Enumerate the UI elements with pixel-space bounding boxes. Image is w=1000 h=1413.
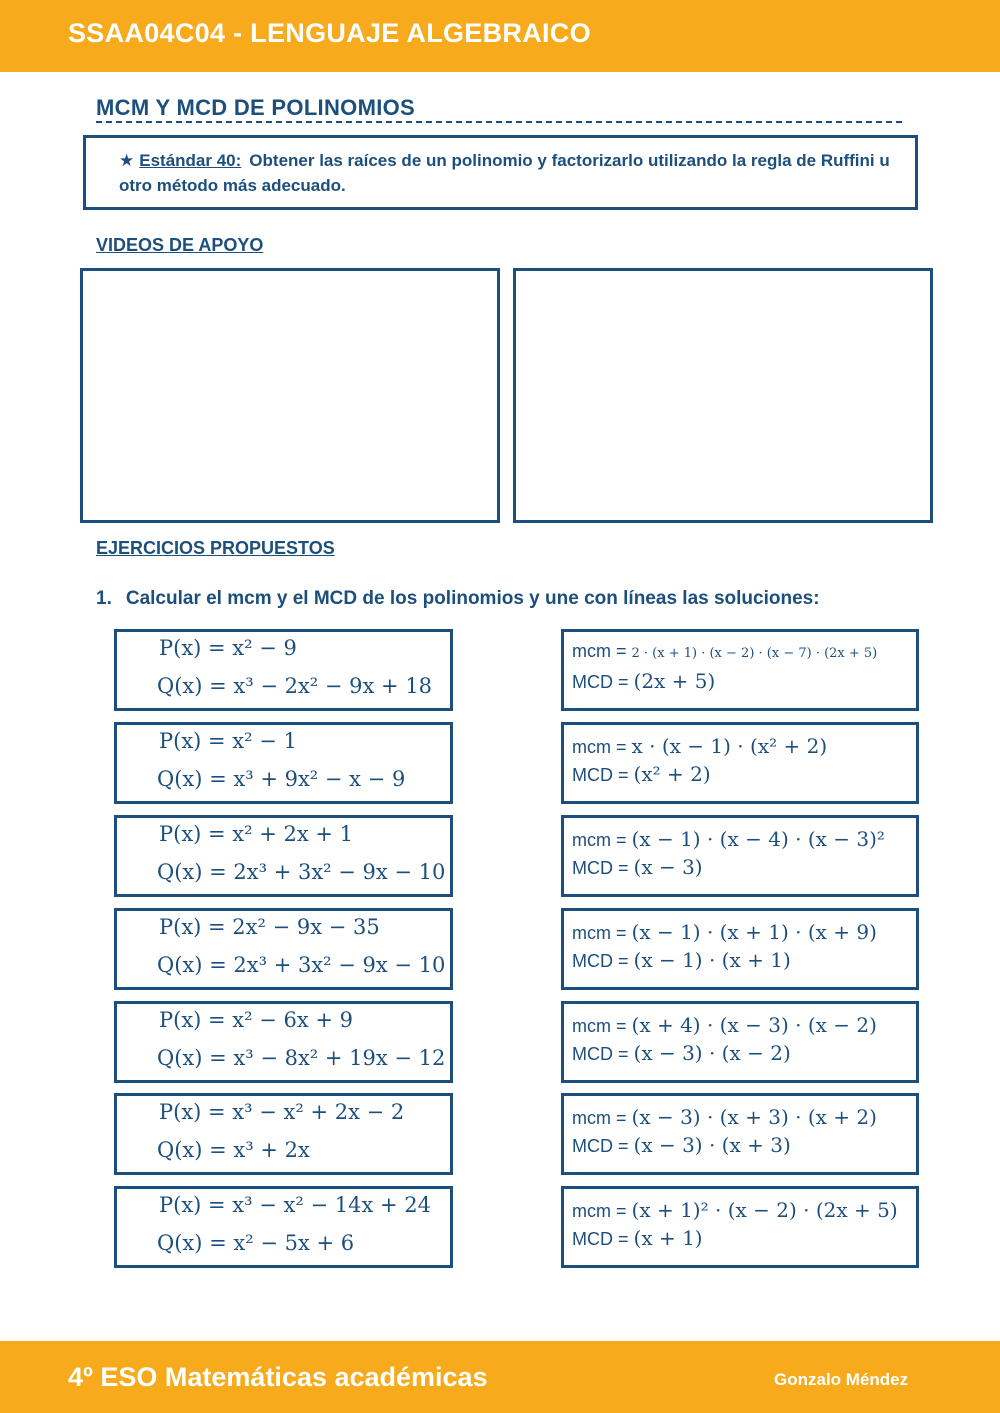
exercises-title: EJERCICIOS PROPUESTOS <box>96 538 335 558</box>
mcd-line <box>572 1226 703 1250</box>
mcd-label: MCD = <box>572 951 634 971</box>
polynomial-p: P(x) = x² − 1 <box>159 729 297 753</box>
polynomial-pair-2[interactable] <box>114 722 453 804</box>
star-icon: ★ <box>119 151 135 170</box>
polynomial-pair-4[interactable] <box>114 908 453 990</box>
mcm-line <box>572 1198 898 1222</box>
polynomial-q: Q(x) = 2x³ + 3x² − 9x − 10 <box>157 860 446 884</box>
footer-course: 4º ESO Matemáticas académicas <box>68 1362 488 1392</box>
mcm-line <box>572 1105 877 1129</box>
polynomial-p: P(x) = x² − 9 <box>159 636 297 660</box>
solution-box-6[interactable] <box>561 1093 919 1175</box>
mcm-value: (x + 1)² · (x − 2) · (2x + 5) <box>631 1198 898 1222</box>
footer-author: Gonzalo Méndez <box>774 1370 909 1389</box>
mcd-value: (x − 3) <box>633 855 703 879</box>
mcd-label: MCD = <box>572 1229 634 1249</box>
exercise-text: Calcular el mcm y el MCD de los polinomios y une con líneas las soluciones: <box>125 588 820 609</box>
mcd-line <box>572 948 791 972</box>
mcd-line <box>572 762 711 786</box>
standard-description: Obtener las raíces de un polinomio y factorizarlo utilizando la regla de Ruffini u otro método más adecuado. <box>119 151 890 195</box>
video-frame-2[interactable] <box>513 268 933 523</box>
mcm-value: (x − 1) · (x − 4) · (x − 3)² <box>631 827 885 851</box>
solution-box-1[interactable] <box>561 629 919 711</box>
polynomial-q: Q(x) = x³ − 8x² + 19x − 12 <box>157 1046 446 1070</box>
mcd-value: (x − 3) · (x + 3) <box>633 1133 791 1157</box>
dashed-divider <box>96 121 902 123</box>
polynomial-pair-7[interactable] <box>114 1186 453 1268</box>
exercise-number: 1. <box>96 588 112 609</box>
mcd-line <box>572 1041 791 1065</box>
polynomial-pair-3[interactable] <box>114 815 453 897</box>
solution-box-2[interactable] <box>561 722 919 804</box>
mcm-value: (x + 4) · (x − 3) · (x − 2) <box>631 1013 877 1037</box>
polynomial-q: Q(x) = 2x³ + 3x² − 9x − 10 <box>157 953 446 977</box>
solution-box-7[interactable] <box>561 1186 919 1268</box>
mcm-line <box>572 641 877 662</box>
polynomial-p: P(x) = x³ − x² + 2x − 2 <box>159 1100 405 1124</box>
polynomial-pair-1[interactable] <box>114 629 453 711</box>
mcd-label: MCD = <box>572 1136 634 1156</box>
mcm-label: mcm = <box>572 923 632 943</box>
mcm-label: mcm = <box>572 1108 632 1128</box>
mcm-label: mcm = <box>572 1016 632 1036</box>
videos-title: VIDEOS DE APOYO <box>96 235 264 255</box>
polynomial-p: P(x) = x² − 6x + 9 <box>159 1008 354 1032</box>
video-frame-1[interactable] <box>80 268 500 523</box>
mcm-value: (x − 1) · (x + 1) · (x + 9) <box>631 920 877 944</box>
mcm-label: mcm = <box>572 1201 632 1221</box>
mcd-label: MCD = <box>572 672 634 692</box>
section-title: MCM Y MCD DE POLINOMIOS <box>96 95 415 120</box>
polynomial-q: Q(x) = x² − 5x + 6 <box>157 1231 355 1255</box>
polynomial-p: P(x) = 2x² − 9x − 35 <box>159 915 380 939</box>
mcm-value: 2 · (x + 1) · (x − 2) · (x − 7) · (2x + 5) <box>631 646 878 661</box>
mcm-value: x · (x − 1) · (x² + 2) <box>631 734 828 758</box>
mcm-label: mcm = <box>572 830 632 850</box>
polynomial-pair-5[interactable] <box>114 1001 453 1083</box>
standard-label: Estándar 40: <box>139 151 242 170</box>
mcd-line <box>572 1133 791 1157</box>
solution-box-4[interactable] <box>561 908 919 990</box>
mcd-value: (x − 1) · (x + 1) <box>633 948 791 972</box>
solution-box-5[interactable] <box>561 1001 919 1083</box>
mcm-value: (x − 3) · (x + 3) · (x + 2) <box>631 1105 877 1129</box>
mcd-label: MCD = <box>572 1044 634 1064</box>
polynomial-q: Q(x) = x³ + 2x <box>157 1138 310 1162</box>
mcm-label: mcm = <box>572 737 632 757</box>
mcm-label: mcm = <box>572 641 632 661</box>
header-title: SSAA04C04 - LENGUAJE ALGEBRAICO <box>68 18 591 48</box>
mcd-value: (x + 1) <box>633 1226 703 1250</box>
mcm-line <box>572 827 885 851</box>
mcm-line <box>572 734 827 758</box>
mcd-label: MCD = <box>572 858 634 878</box>
mcm-line <box>572 920 877 944</box>
polynomial-pair-6[interactable] <box>114 1093 453 1175</box>
mcd-line <box>572 669 715 693</box>
standard-text <box>119 148 899 198</box>
mcd-line <box>572 855 703 879</box>
polynomial-q: Q(x) = x³ + 9x² − x − 9 <box>157 767 406 791</box>
solution-box-3[interactable] <box>561 815 919 897</box>
exercise-instruction <box>96 588 820 610</box>
polynomial-q: Q(x) = x³ − 2x² − 9x + 18 <box>157 674 433 698</box>
mcd-label: MCD = <box>572 765 634 785</box>
mcd-value: (x² + 2) <box>633 762 711 786</box>
mcm-line <box>572 1013 877 1037</box>
polynomial-p: P(x) = x² + 2x + 1 <box>159 822 354 846</box>
mcd-value: (2x + 5) <box>633 669 716 693</box>
mcd-value: (x − 3) · (x − 2) <box>633 1041 791 1065</box>
polynomial-p: P(x) = x³ − x² − 14x + 24 <box>159 1193 431 1217</box>
